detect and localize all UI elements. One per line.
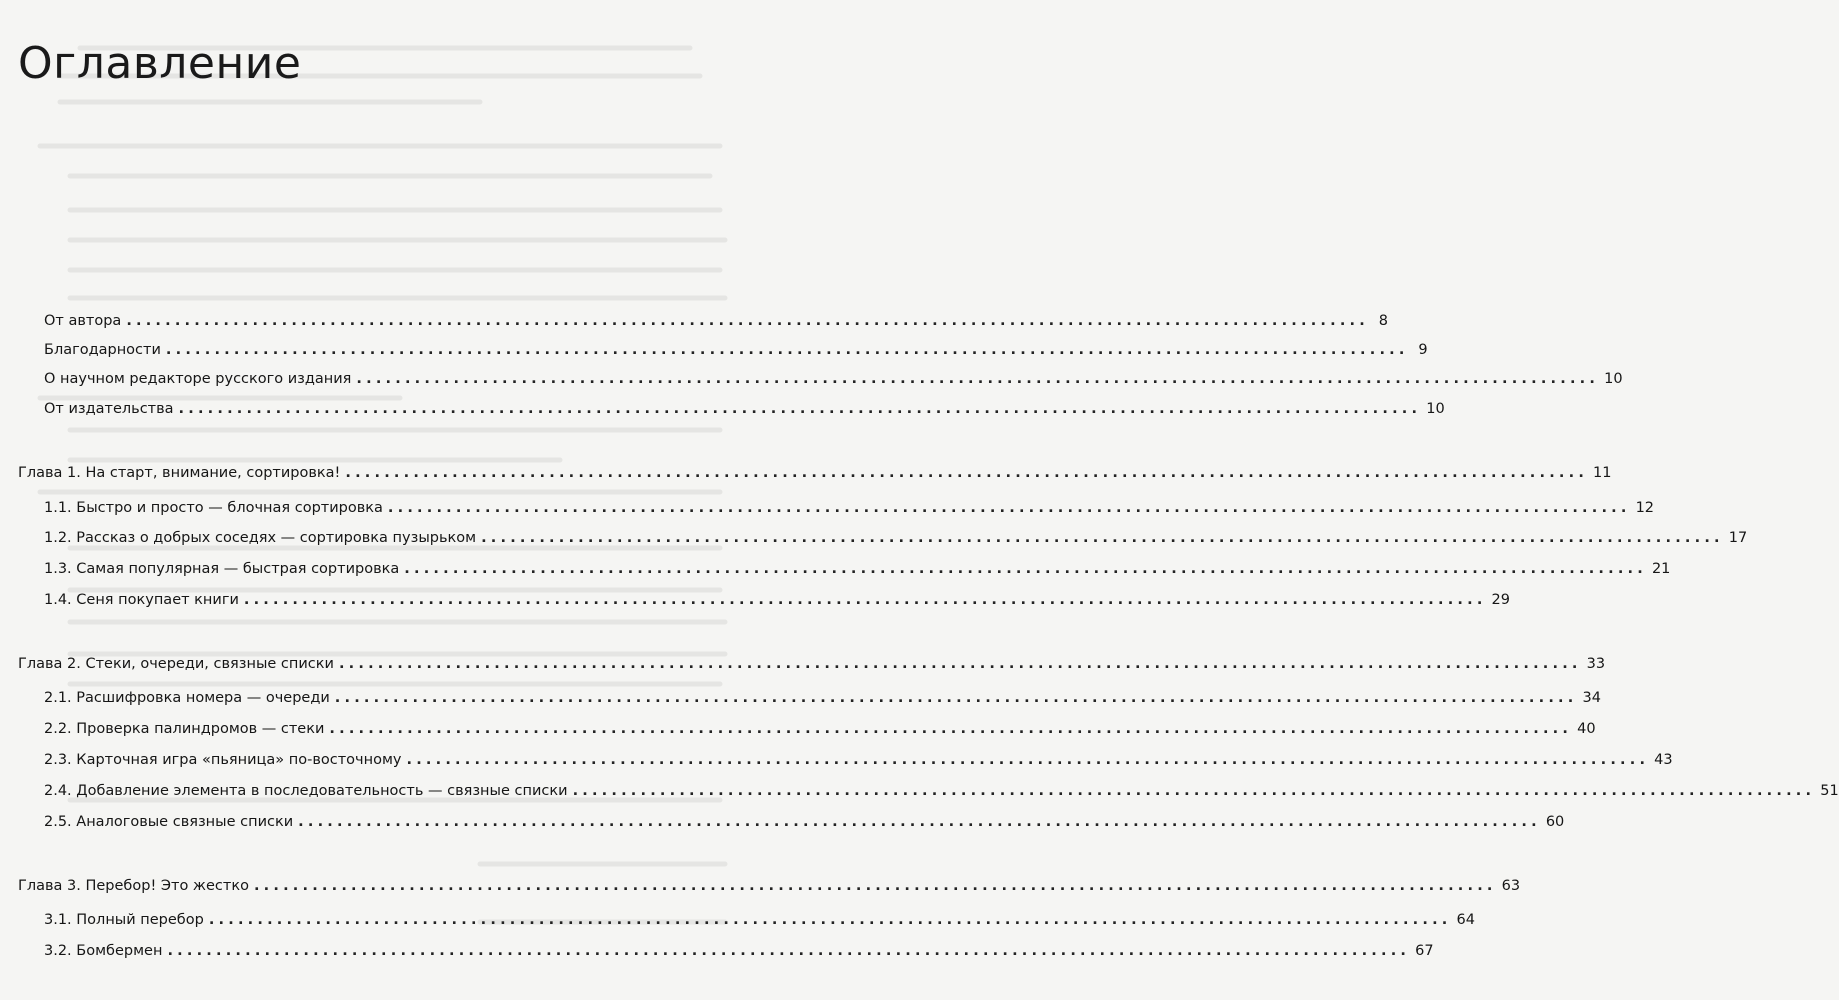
toc-entry-chapter	[18, 878, 1521, 900]
toc-chapter-label: Глава 2. Стеки, очереди, связные списки	[18, 656, 334, 672]
toc-page-number: 40	[1577, 721, 1596, 737]
toc-page-number: 67	[1415, 943, 1434, 959]
toc-entry-chapter	[18, 656, 1606, 678]
dot-leader: ................................................................................................................................	[253, 878, 1497, 894]
toc-section-label: 2.2. Проверка палиндромов — стеки	[44, 721, 325, 737]
toc-entry-label: От автора	[44, 313, 122, 329]
toc-entry-front-matter	[44, 401, 1445, 423]
toc-entry-label: О научном редакторе русского издания	[44, 371, 352, 387]
toc-page-number: 63	[1501, 878, 1521, 894]
toc-section-label: 1.4. Сеня покупает книги	[44, 592, 239, 608]
dot-leader: ................................................................................................................................	[298, 814, 1541, 830]
toc-entry-section	[44, 592, 1510, 614]
toc-section-label: 2.3. Карточная игра «пьяница» по-восточному	[44, 752, 402, 768]
toc-entry-front-matter	[44, 342, 1428, 364]
toc-page-number: 34	[1582, 690, 1601, 706]
dot-leader: ................................................................................................................................	[404, 561, 1647, 577]
toc-page-number: 33	[1586, 656, 1606, 672]
toc-page-number: 43	[1654, 752, 1673, 768]
toc-section-label: 1.1. Быстро и просто — блочная сортировка	[44, 500, 383, 516]
dot-leader: ................................................................................................................................	[481, 530, 1724, 546]
toc-chapter-label: Глава 1. На старт, внимание, сортировка!	[18, 465, 341, 481]
toc-entry-section	[44, 500, 1655, 522]
dot-leader: ................................................................................................................................	[356, 371, 1600, 387]
toc-page-number: 11	[1593, 465, 1612, 481]
toc-entry-section	[44, 783, 1839, 805]
toc-entry-section	[44, 721, 1596, 743]
dot-leader: ................................................................................................................................	[167, 943, 1411, 959]
toc-entry-section	[44, 690, 1601, 712]
toc-page-number: 17	[1728, 530, 1748, 546]
toc-page-number: 8	[1378, 313, 1388, 329]
toc-entry-section	[44, 752, 1673, 774]
toc-entry-front-matter	[44, 371, 1623, 393]
toc-page-number: 10	[1604, 371, 1623, 387]
toc-page-number: 51	[1820, 783, 1839, 799]
toc-section-label: 1.3. Самая популярная — быстрая сортировка	[44, 561, 400, 577]
toc-section-label: 2.5. Аналоговые связные списки	[44, 814, 294, 830]
dot-leader: ................................................................................................................................	[406, 752, 1650, 768]
toc-entry-section	[44, 814, 1565, 836]
toc-page-number: 21	[1651, 561, 1671, 577]
dot-leader: ................................................................................................................................	[208, 912, 1452, 928]
page-title: Оглавление	[18, 38, 302, 89]
dot-leader: ................................................................................................................................	[345, 465, 1589, 481]
dot-leader: ................................................................................................................................	[243, 592, 1487, 608]
toc-page-number: 9	[1418, 342, 1428, 358]
toc-chapter-label: Глава 3. Перебор! Это жестко	[18, 878, 249, 894]
toc-entry-section	[44, 912, 1475, 934]
toc-section-label: 1.2. Рассказ о добрых соседях — сортировка пузырьком	[44, 530, 477, 546]
toc-entry-label: Благодарности	[44, 342, 161, 358]
toc-entry-front-matter	[44, 313, 1388, 335]
toc-entry-section	[44, 561, 1671, 583]
toc-entry-section	[44, 943, 1434, 965]
dot-leader: ................................................................................................................................	[329, 721, 1573, 737]
toc-section-label: 2.1. Расшифровка номера — очереди	[44, 690, 330, 706]
toc-page-number: 60	[1545, 814, 1565, 830]
dot-leader: ................................................................................................................................	[165, 342, 1409, 358]
dot-leader: ................................................................................................................................	[387, 500, 1631, 516]
toc-page-number: 10	[1426, 401, 1445, 417]
dot-leader: ................................................................................................................................	[178, 401, 1422, 417]
toc-entry-chapter	[18, 465, 1612, 487]
toc-section-label: 3.2. Бомбермен	[44, 943, 163, 959]
dot-leader: ................................................................................................................................	[338, 656, 1582, 672]
dot-leader: ................................................................................................................................	[572, 783, 1816, 799]
toc-section-label: 2.4. Добавление элемента в последовательность — связные списки	[44, 783, 568, 799]
toc-page-number: 29	[1491, 592, 1510, 608]
dot-leader: ................................................................................................................................	[126, 313, 1369, 329]
toc-page-number: 64	[1456, 912, 1475, 928]
toc-entry-label: От издательства	[44, 401, 174, 417]
toc-entry-section	[44, 530, 1748, 552]
toc-section-label: 3.1. Полный перебор	[44, 912, 204, 928]
dot-leader: ................................................................................................................................	[334, 690, 1578, 706]
toc-page-number: 12	[1635, 500, 1655, 516]
